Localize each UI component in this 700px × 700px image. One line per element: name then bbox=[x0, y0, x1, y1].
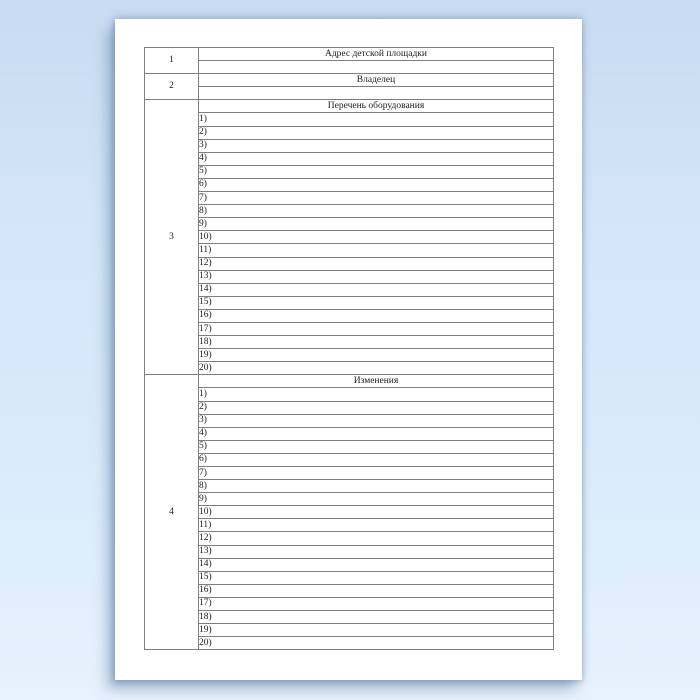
item-cell: 2) bbox=[199, 126, 554, 139]
item-cell: 19) bbox=[199, 349, 554, 362]
item-cell: 12) bbox=[199, 257, 554, 270]
item-row bbox=[145, 349, 554, 362]
item-cell: 20) bbox=[199, 362, 554, 375]
item-cell bbox=[199, 61, 554, 74]
item-row bbox=[145, 453, 554, 466]
section-row bbox=[145, 375, 554, 388]
item-row bbox=[145, 414, 554, 427]
item-cell: 11) bbox=[199, 519, 554, 532]
item-row bbox=[145, 440, 554, 453]
item-row bbox=[145, 532, 554, 545]
item-row bbox=[145, 178, 554, 191]
item-cell: 20) bbox=[199, 637, 554, 650]
item-cell: 15) bbox=[199, 571, 554, 584]
item-cell: 17) bbox=[199, 597, 554, 610]
item-row bbox=[145, 126, 554, 139]
item-cell: 2) bbox=[199, 401, 554, 414]
item-row bbox=[145, 113, 554, 126]
item-cell: 1) bbox=[199, 388, 554, 401]
section-header: Адрес детской площадки bbox=[199, 48, 554, 61]
item-row bbox=[145, 61, 554, 74]
item-cell: 1) bbox=[199, 113, 554, 126]
section-row bbox=[145, 74, 554, 87]
item-cell: 8) bbox=[199, 480, 554, 493]
item-cell: 3) bbox=[199, 139, 554, 152]
item-cell: 9) bbox=[199, 493, 554, 506]
item-row bbox=[145, 244, 554, 257]
document-page bbox=[115, 19, 582, 680]
form-table-body bbox=[145, 48, 554, 650]
item-cell: 16) bbox=[199, 309, 554, 322]
form-table bbox=[144, 47, 554, 650]
item-cell: 5) bbox=[199, 440, 554, 453]
item-row bbox=[145, 388, 554, 401]
item-row bbox=[145, 427, 554, 440]
item-cell bbox=[199, 87, 554, 100]
item-cell: 12) bbox=[199, 532, 554, 545]
item-cell: 6) bbox=[199, 453, 554, 466]
item-cell: 18) bbox=[199, 611, 554, 624]
section-row bbox=[145, 100, 554, 113]
item-row bbox=[145, 611, 554, 624]
item-row bbox=[145, 231, 554, 244]
section-row bbox=[145, 48, 554, 61]
section-number: 4 bbox=[145, 375, 199, 650]
item-cell: 7) bbox=[199, 192, 554, 205]
item-cell: 6) bbox=[199, 178, 554, 191]
item-row bbox=[145, 597, 554, 610]
item-row bbox=[145, 218, 554, 231]
item-cell: 14) bbox=[199, 283, 554, 296]
item-cell: 13) bbox=[199, 270, 554, 283]
section-number: 1 bbox=[145, 48, 199, 74]
item-row bbox=[145, 192, 554, 205]
item-row bbox=[145, 205, 554, 218]
item-row bbox=[145, 624, 554, 637]
item-cell: 15) bbox=[199, 296, 554, 309]
item-cell: 9) bbox=[199, 218, 554, 231]
item-cell: 10) bbox=[199, 231, 554, 244]
item-cell: 16) bbox=[199, 584, 554, 597]
section-number: 2 bbox=[145, 74, 199, 100]
item-cell: 17) bbox=[199, 322, 554, 335]
item-cell: 10) bbox=[199, 506, 554, 519]
item-row bbox=[145, 336, 554, 349]
item-row bbox=[145, 545, 554, 558]
item-cell: 13) bbox=[199, 545, 554, 558]
item-cell: 19) bbox=[199, 624, 554, 637]
item-row bbox=[145, 270, 554, 283]
item-row bbox=[145, 322, 554, 335]
item-row bbox=[145, 401, 554, 414]
item-cell: 4) bbox=[199, 427, 554, 440]
item-row bbox=[145, 165, 554, 178]
item-row bbox=[145, 152, 554, 165]
item-row bbox=[145, 519, 554, 532]
item-cell: 5) bbox=[199, 165, 554, 178]
section-header: Владелец bbox=[199, 74, 554, 87]
section-number: 3 bbox=[145, 100, 199, 375]
item-row bbox=[145, 571, 554, 584]
item-cell: 3) bbox=[199, 414, 554, 427]
item-cell: 8) bbox=[199, 205, 554, 218]
section-header: Изменения bbox=[199, 375, 554, 388]
item-row bbox=[145, 637, 554, 650]
item-row bbox=[145, 283, 554, 296]
item-row bbox=[145, 584, 554, 597]
item-row bbox=[145, 309, 554, 322]
item-row bbox=[145, 506, 554, 519]
item-cell: 11) bbox=[199, 244, 554, 257]
item-row bbox=[145, 467, 554, 480]
item-cell: 18) bbox=[199, 336, 554, 349]
item-row bbox=[145, 558, 554, 571]
item-row bbox=[145, 139, 554, 152]
item-cell: 7) bbox=[199, 467, 554, 480]
item-row bbox=[145, 87, 554, 100]
item-row bbox=[145, 493, 554, 506]
section-header: Перечень оборудования bbox=[199, 100, 554, 113]
item-row bbox=[145, 296, 554, 309]
item-cell: 14) bbox=[199, 558, 554, 571]
item-cell: 4) bbox=[199, 152, 554, 165]
item-row bbox=[145, 362, 554, 375]
item-row bbox=[145, 480, 554, 493]
item-row bbox=[145, 257, 554, 270]
